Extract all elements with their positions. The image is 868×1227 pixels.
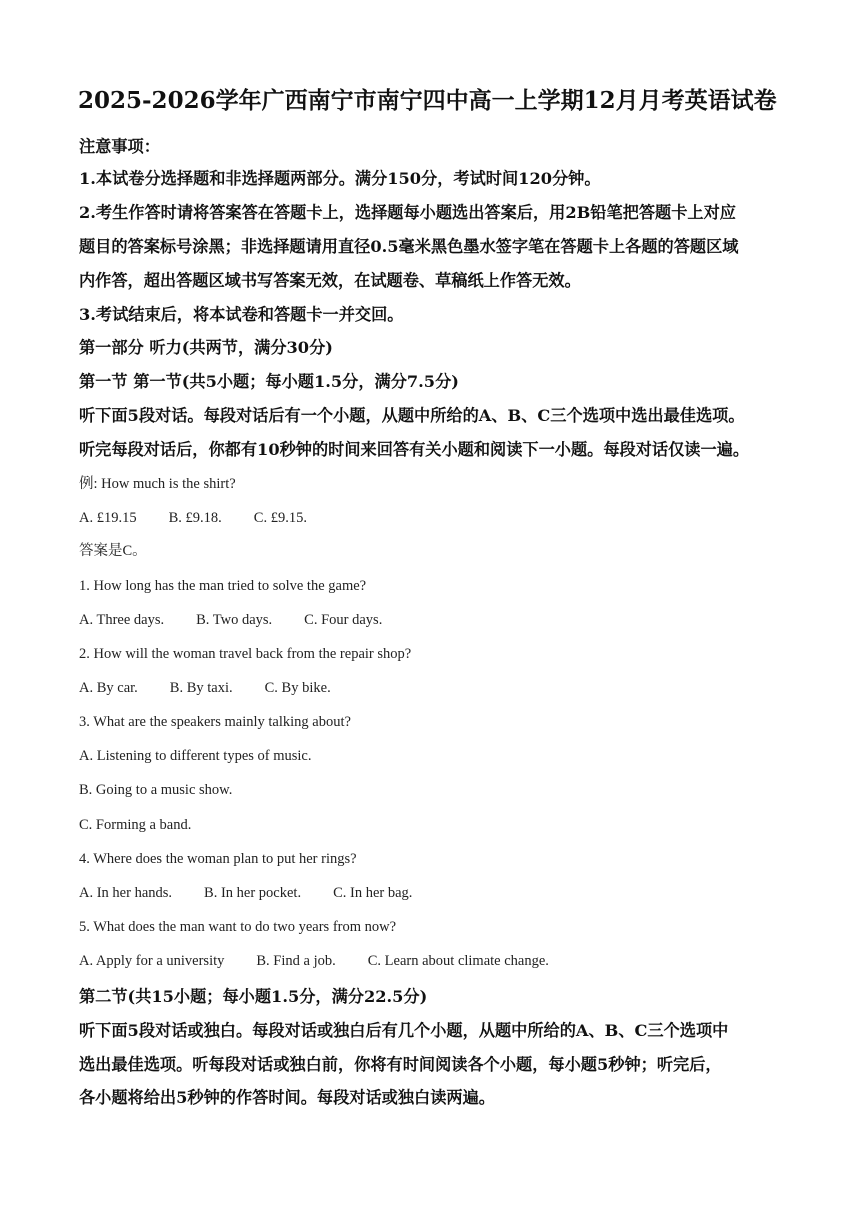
question-1: 1. How long has the man tried to solve the game?: [79, 578, 367, 594]
question-1-options: [79, 610, 382, 630]
section1-instructions-line-1: 听下面5段对话。每段对话后有一个小题，从题中所给的A、B、C三个选项中选出最佳选项。: [79, 406, 745, 425]
q1-option-c: C. Four days.: [304, 612, 383, 628]
q5-option-c: C. Learn about climate change.: [367, 953, 549, 969]
question-2-options: [79, 678, 331, 698]
notice-item-3: 3.考试结束后，将本试卷和答题卡一并交回。: [79, 305, 404, 324]
section2-instructions-line-3: 各小题将给出5秒钟的作答时间。每段对话或独白读两遍。: [79, 1088, 495, 1107]
notice-item-1: 1.本试卷分选择题和非选择题两部分。满分150分，考试时间120分钟。: [79, 169, 601, 188]
notice-heading: 注意事项：: [79, 137, 160, 156]
section2-heading: 第二节(共15小题；每小题1.5分，满分22.5分): [79, 987, 428, 1006]
q2-option-c: C. By bike.: [264, 680, 331, 696]
section2-instructions-line-2: 选出最佳选项。听每段对话或独白前，你将有时间阅读各个小题，每小题5秒钟；听完后，: [79, 1055, 722, 1074]
question-4: 4. Where does the woman plan to put her rings?: [79, 851, 357, 867]
q3-option-a: A. Listening to different types of music.: [79, 748, 312, 764]
q4-option-b: B. In her pocket.: [204, 885, 302, 901]
q5-option-a: A. Apply for a university: [79, 953, 225, 969]
q4-option-c: C. In her bag.: [333, 885, 413, 901]
notice-item-2-line-3: 内作答，超出答题区域书写答案无效，在试题卷、草稿纸上作答无效。: [79, 271, 581, 290]
example-option-c: C. £9.15.: [253, 510, 307, 526]
q4-option-a: A. In her hands.: [79, 885, 173, 901]
q1-option-b: B. Two days.: [196, 612, 273, 628]
section2-instructions-line-1: 听下面5段对话或独白。每段对话或独白后有几个小题，从题中所给的A、B、C三个选项中: [79, 1021, 729, 1040]
question-3: 3. What are the speakers mainly talking about?: [79, 714, 351, 730]
q2-option-b: B. By taxi.: [169, 680, 233, 696]
example-option-a: A. £19.15: [79, 510, 137, 526]
question-5: 5. What does the man want to do two years from now?: [79, 919, 397, 935]
question-5-options: [79, 951, 549, 971]
section1-instructions-line-2: 听完每段对话后，你都有10秒钟的时间来回答有关小题和阅读下一小题。每段对话仅读一遍。: [79, 440, 750, 459]
notice-item-2-line-1: 2.考生作答时请将答案答在答题卡上，选择题每小题选出答案后，用2B铅笔把答题卡上对应: [79, 203, 736, 222]
notice-item-2-line-2: 题目的答案标号涂黑；非选择题请用直径0.5毫米黑色墨水签字笔在答题卡上各题的答题区域: [79, 237, 739, 256]
q3-option-b: B. Going to a music show.: [79, 782, 233, 798]
q2-option-a: A. By car.: [79, 680, 138, 696]
example-question: 例: How much is the shirt?: [79, 476, 236, 492]
page-title: 2025-2026学年广西南宁市南宁四中高一上学期12月月考英语试卷: [78, 87, 777, 114]
section1-heading: 第一节 第一节(共5小题；每小题1.5分，满分7.5分): [79, 372, 459, 391]
q5-option-b: B. Find a job.: [256, 953, 336, 969]
question-4-options: [79, 883, 412, 903]
q3-option-c: C. Forming a band.: [79, 817, 192, 833]
q1-option-a: A. Three days.: [79, 612, 165, 628]
question-2: 2. How will the woman travel back from the repair shop?: [79, 646, 412, 662]
part1-heading: 第一部分 听力(共两节，满分30分): [79, 338, 333, 357]
example-options: [79, 508, 307, 528]
example-option-b: B. £9.18.: [168, 510, 222, 526]
example-answer: 答案是C。: [79, 543, 147, 559]
